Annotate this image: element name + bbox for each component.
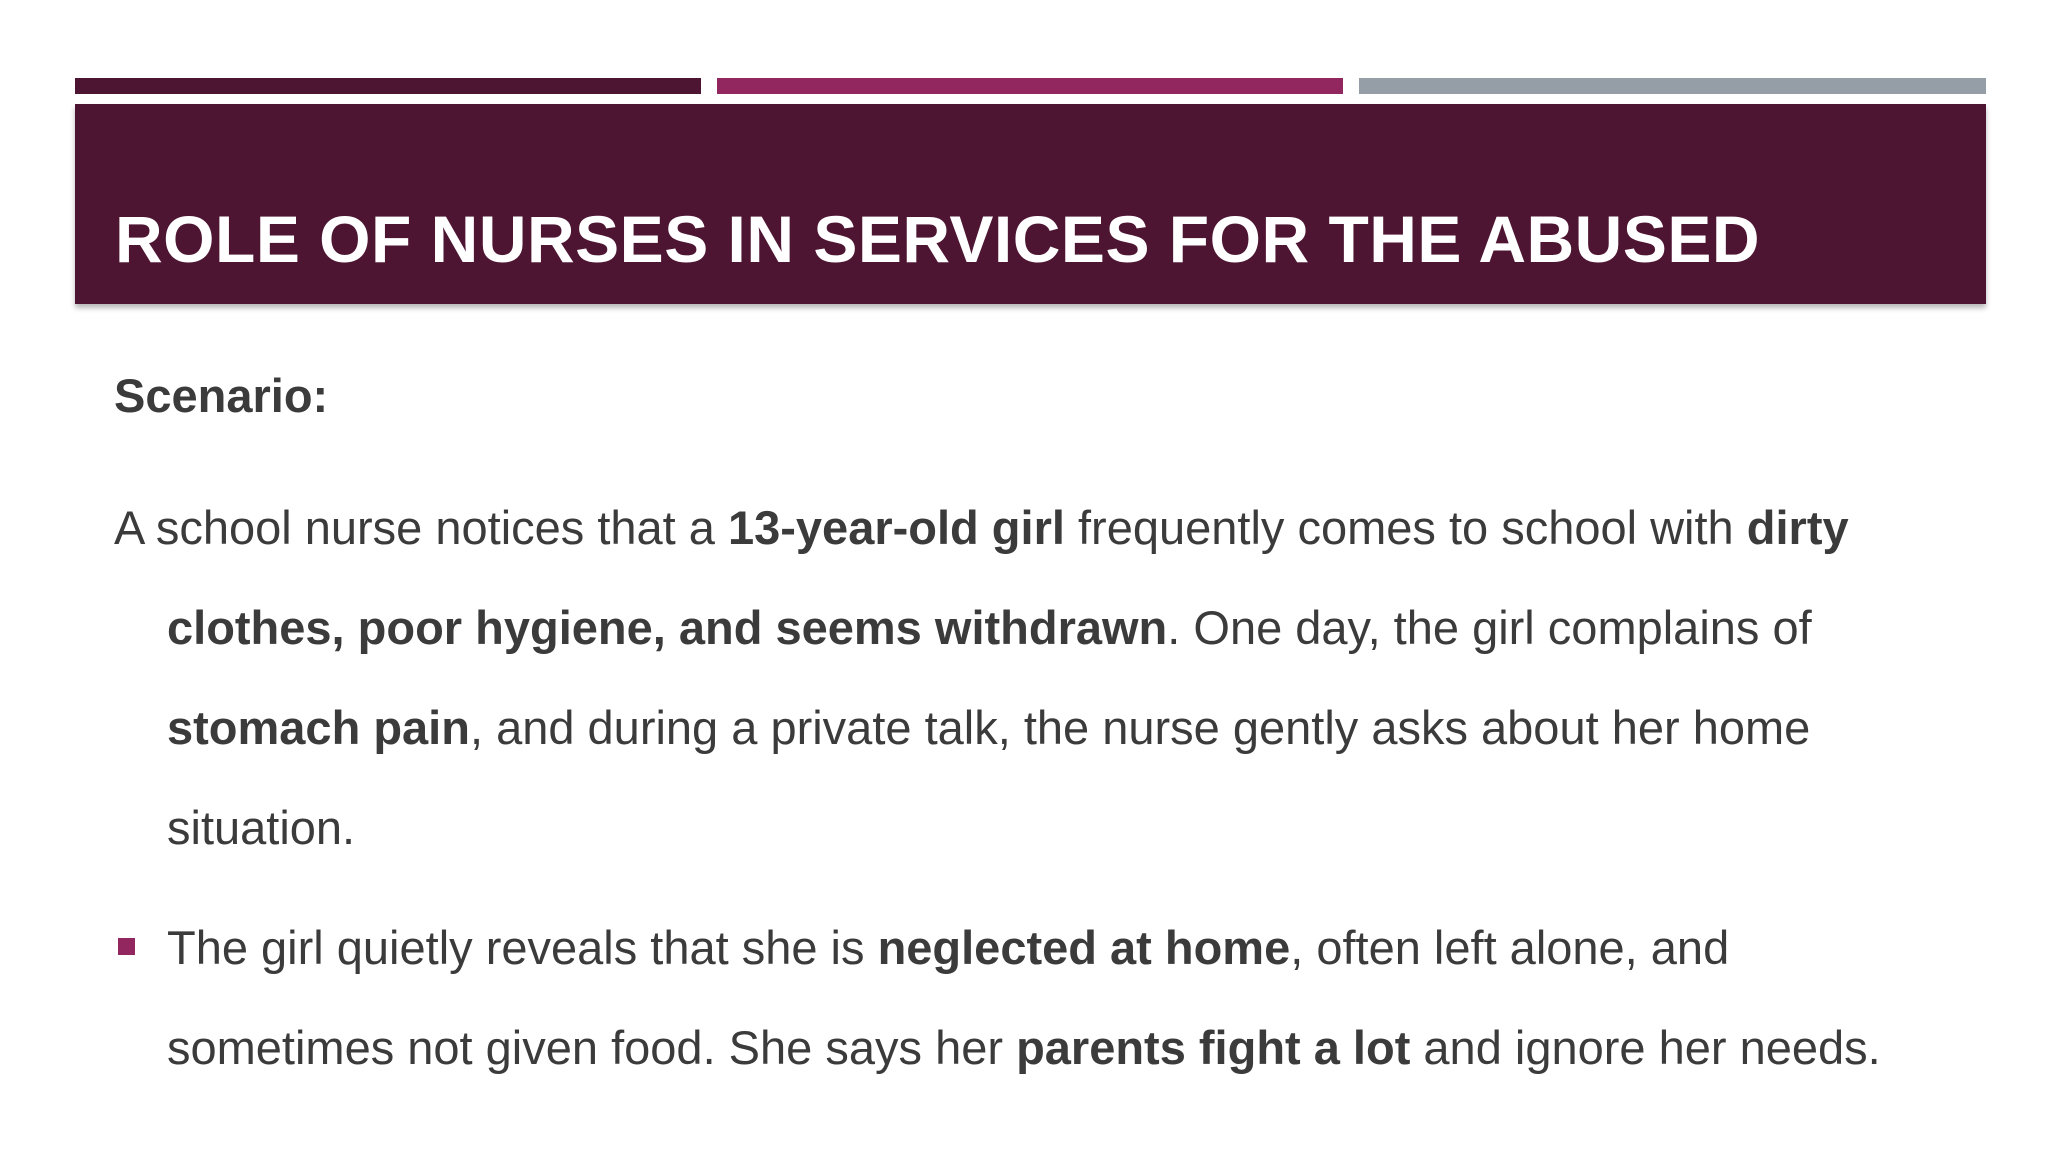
text-run: frequently comes to school with (1064, 501, 1747, 554)
title-band (75, 104, 1986, 304)
scenario-paragraph (114, 478, 1944, 878)
accent-bar-magenta (717, 78, 1343, 94)
scenario-label: Scenario: (114, 369, 329, 422)
emphasis-signs: dirty clothes, poor hygiene, and seems withdrawn (167, 501, 1849, 654)
text-run: . One day, the girl complains of (1167, 601, 1812, 654)
emphasis-symptom: stomach pain (167, 701, 470, 754)
text-run: The girl quietly reveals that she is (167, 921, 878, 974)
slide-content (114, 362, 1944, 1098)
text-run: and ignore her needs. (1410, 1021, 1881, 1074)
accent-bar-dark (75, 78, 701, 94)
square-bullet-icon (118, 938, 135, 955)
accent-bar-gray (1359, 78, 1986, 94)
emphasis-neglect: neglected at home (877, 921, 1291, 974)
text-run: , and during a private talk, the nurse gently asks about her home situation. (167, 701, 1811, 854)
text-run: , often left alone, and sometimes not given food. She says her (167, 921, 1730, 1074)
slide-title: ROLE OF NURSES IN SERVICES FOR THE ABUSED (115, 202, 1761, 276)
bullet-item (114, 898, 1944, 1098)
text-run: A school nurse notices that a (114, 501, 728, 554)
emphasis-parents: parents fight a lot (1016, 1021, 1411, 1074)
emphasis-age: 13-year-old girl (727, 501, 1065, 554)
